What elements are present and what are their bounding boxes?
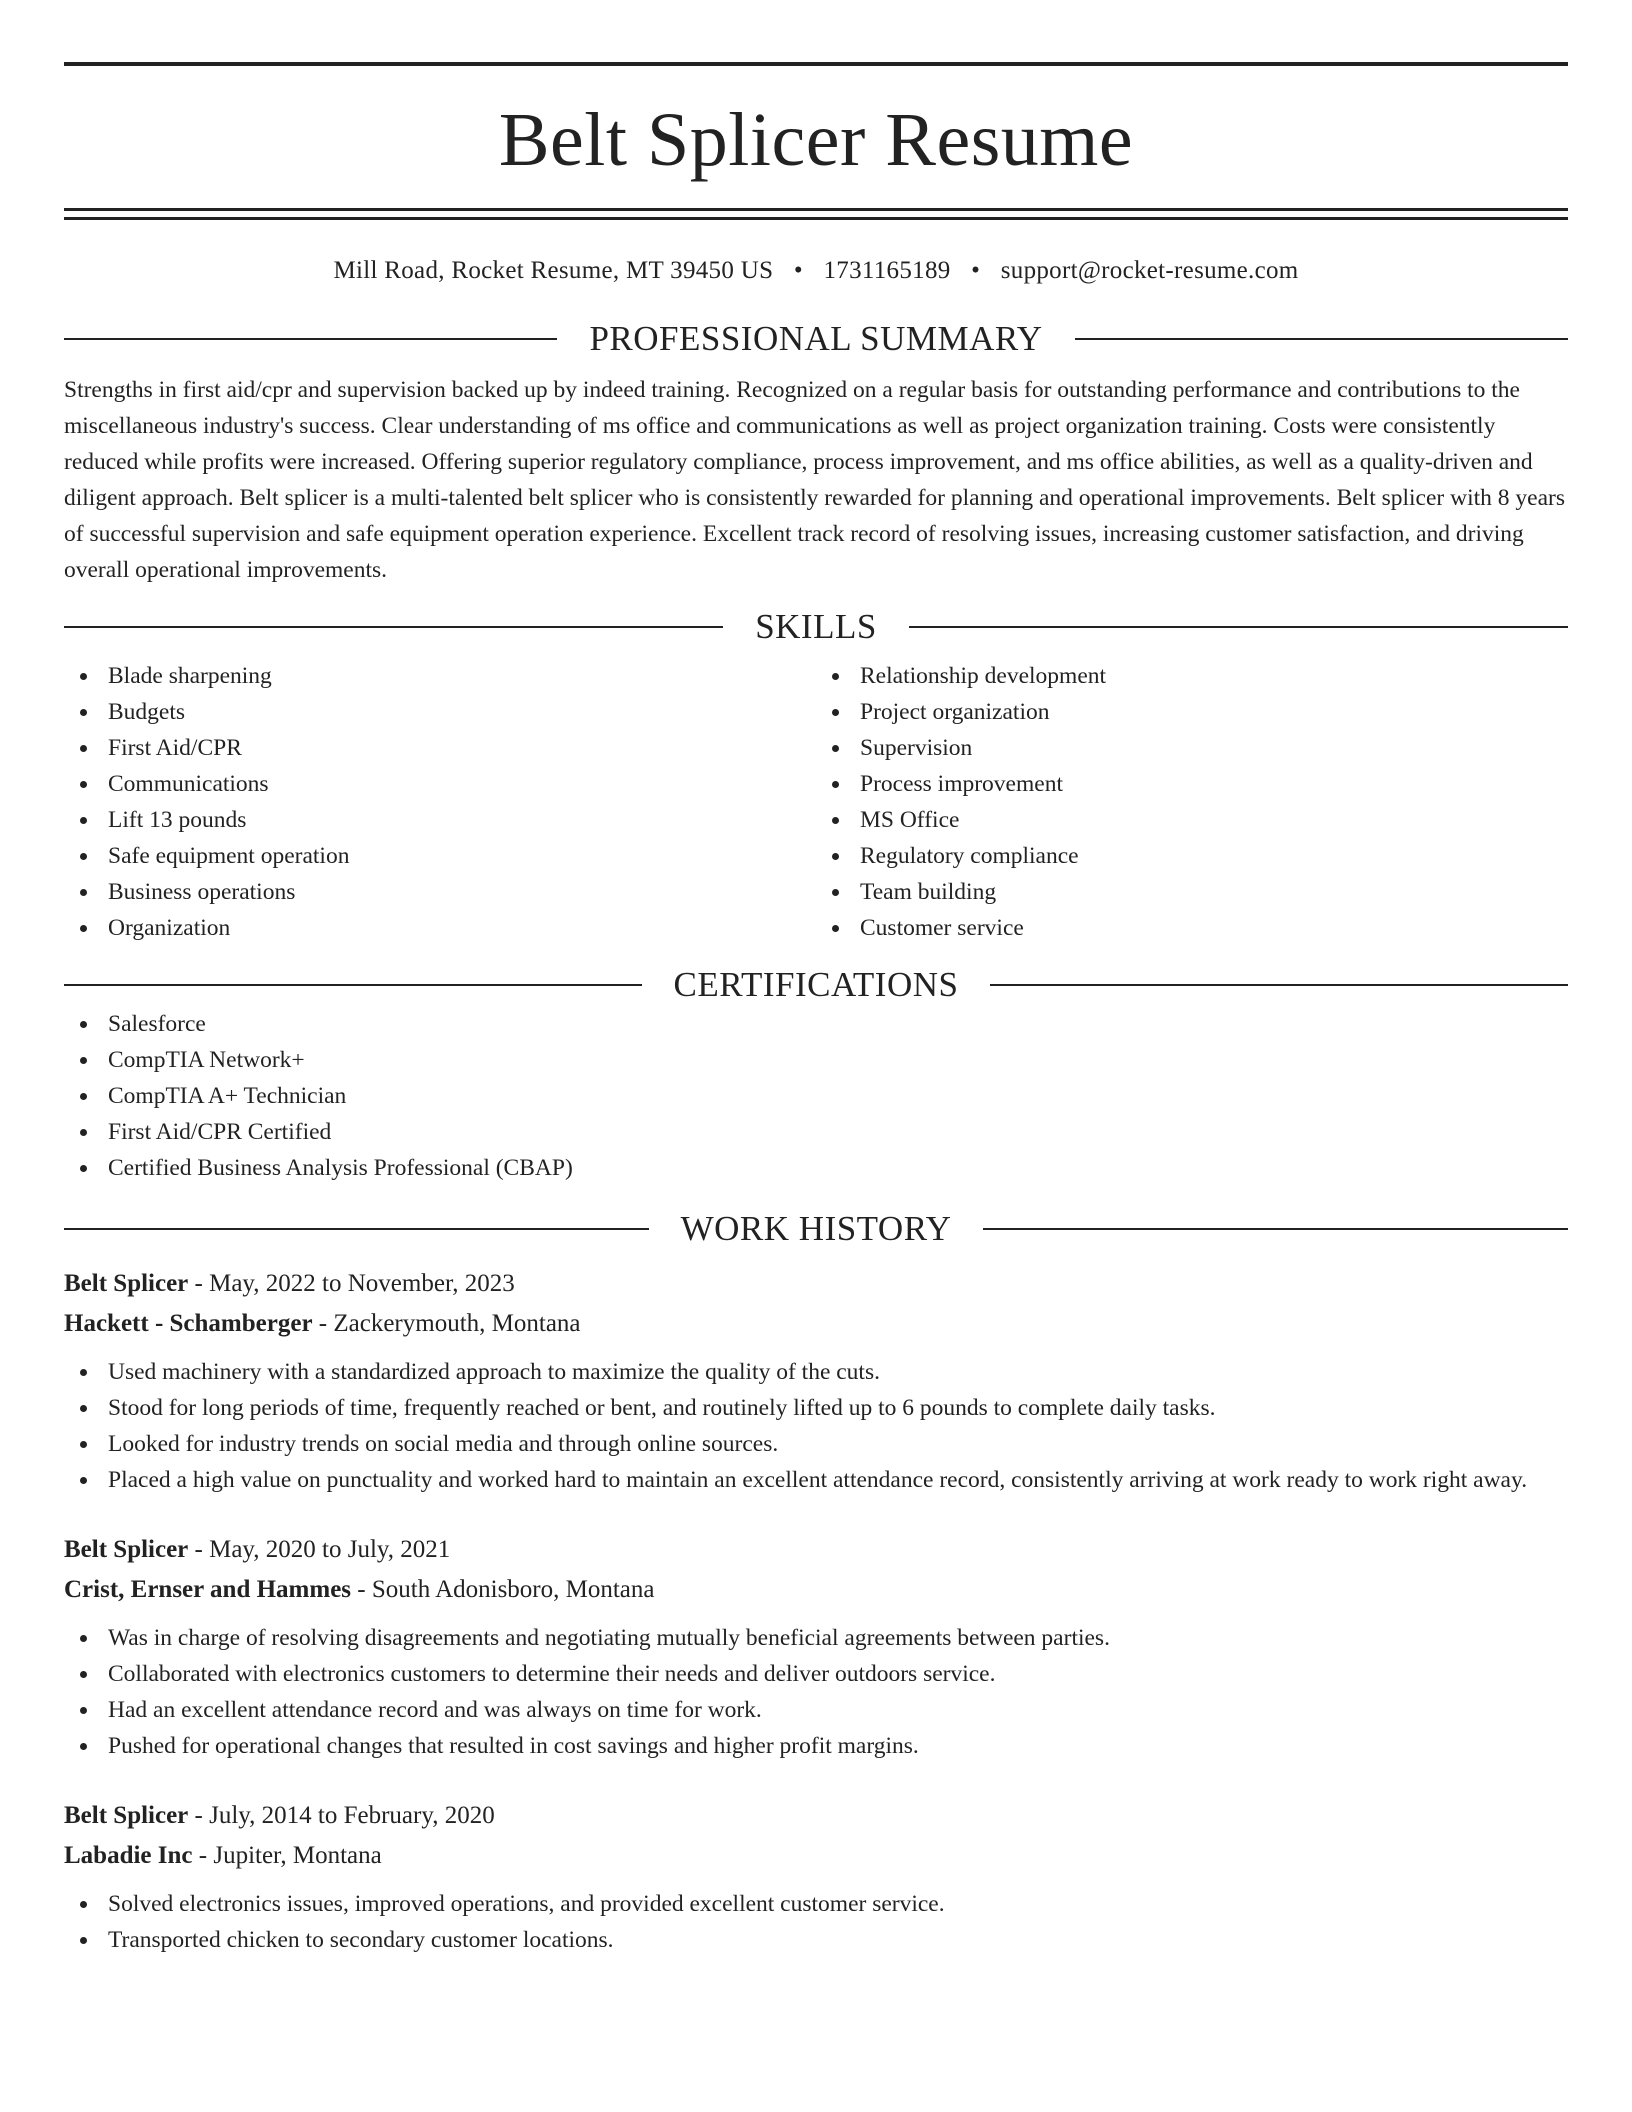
job-dates: May, 2022 to November, 2023 (209, 1270, 515, 1297)
job-bullet: Transported chicken to secondary customer locations. (64, 1922, 1568, 1958)
job-title: Belt Splicer (64, 1536, 189, 1563)
job-title: Belt Splicer (64, 1802, 189, 1829)
work-history-heading (64, 1208, 1568, 1250)
contact-phone: 1731165189 (823, 257, 951, 284)
skill-item: Project organization (816, 694, 1568, 730)
skill-item: Lift 13 pounds (64, 802, 816, 838)
job-company: Crist, Ernser and Hammes (64, 1576, 352, 1603)
job-company: Hackett - Schamberger (64, 1310, 313, 1337)
skills-list-right (816, 658, 1568, 946)
contact-separator: • (971, 257, 981, 284)
job-bullet: Used machinery with a standardized approach to maximize the quality of the cuts. (64, 1354, 1568, 1390)
skill-item: Communications (64, 766, 816, 802)
job-company-line (64, 1304, 1568, 1344)
skills-list-left (64, 658, 816, 946)
skill-item: Organization (64, 910, 816, 946)
skill-item: Supervision (816, 730, 1568, 766)
job-dash: - (188, 1270, 210, 1297)
skill-item: Customer service (816, 910, 1568, 946)
heading-rule-left (64, 338, 557, 340)
top-rule (64, 62, 1568, 66)
heading-rule-right (990, 984, 1568, 986)
job-location: Zackerymouth, Montana (333, 1310, 581, 1337)
certification-item: Salesforce (64, 1006, 1568, 1042)
summary-heading (64, 318, 1568, 360)
heading-rule-right (983, 1228, 1568, 1230)
job-bullets (64, 1886, 1568, 1958)
certifications-list (64, 1006, 1568, 1186)
heading-rule-left (64, 626, 723, 628)
job-dash: - (188, 1802, 210, 1829)
contact-email: support@rocket-resume.com (1000, 257, 1299, 284)
job-dates: July, 2014 to February, 2020 (209, 1802, 495, 1829)
job-title-line (64, 1264, 1568, 1304)
job-company-line (64, 1836, 1568, 1876)
job-entry (64, 1264, 1568, 1498)
job-bullets (64, 1620, 1568, 1764)
heading-rule-left (64, 1228, 649, 1230)
certification-item: Certified Business Analysis Professional (CBAP) (64, 1150, 1568, 1186)
certifications-heading (64, 964, 1568, 1006)
job-entry (64, 1796, 1568, 1958)
certifications-heading-text: CERTIFICATIONS (673, 965, 959, 1004)
job-bullet: Had an excellent attendance record and was always on time for work. (64, 1692, 1568, 1728)
job-title-line (64, 1530, 1568, 1570)
job-location: South Adonisboro, Montana (371, 1576, 655, 1603)
resume-title: Belt Splicer Resume (498, 98, 1134, 182)
job-entry (64, 1530, 1568, 1764)
summary-text: Strengths in first aid/cpr and supervision backed up by indeed training. Recognized on a regular basis for outstanding performance and contributions to the miscellaneous industry's success. Clear understanding of ms office and communications as well as project organization training. Costs were consistently reduced while profits were increased. Offering superior regulatory compliance, process improvement, and ms office abilities, as well as a quality-driven and diligent approach. Belt splicer is a multi-talented belt splicer who is consistently rewarded for planning and operational improvements. Belt splicer with 8 years of successful supervision and safe equipment operation experience. Excellent track record of resolving issues, increasing customer satisfaction, and driving overall operational improvements. (64, 377, 1565, 583)
work-history-heading-text: WORK HISTORY (680, 1209, 952, 1248)
job-bullet: Placed a high value on punctuality and worked hard to maintain an excellent attendance record, consistently arriving at work ready to work right away. (64, 1462, 1568, 1498)
skill-item: Team building (816, 874, 1568, 910)
skills-heading-text: SKILLS (755, 607, 877, 646)
job-bullets (64, 1354, 1568, 1498)
contact-separator: • (793, 257, 803, 284)
heading-rule-right (909, 626, 1568, 628)
skill-item: Relationship development (816, 658, 1568, 694)
skills-grid (64, 658, 1568, 946)
skill-item: First Aid/CPR (64, 730, 816, 766)
skill-item: Business operations (64, 874, 816, 910)
skill-item: Safe equipment operation (64, 838, 816, 874)
summary-heading-text: PROFESSIONAL SUMMARY (589, 319, 1043, 358)
skill-item: Budgets (64, 694, 816, 730)
job-bullet: Solved electronics issues, improved operations, and provided excellent customer service. (64, 1886, 1568, 1922)
skill-item: MS Office (816, 802, 1568, 838)
contact-line (64, 256, 1568, 286)
heading-rule-right (1075, 338, 1568, 340)
skill-item: Regulatory compliance (816, 838, 1568, 874)
job-dates: May, 2020 to July, 2021 (209, 1536, 451, 1563)
skill-item: Blade sharpening (64, 658, 816, 694)
job-dash: - (188, 1536, 210, 1563)
job-bullet: Stood for long periods of time, frequently reached or bent, and routinely lifted up to 6 pounds to complete daily tasks. (64, 1390, 1568, 1426)
contact-address: Mill Road, Rocket Resume, MT 39450 US (333, 257, 774, 284)
job-dash: - (192, 1842, 214, 1869)
job-company: Labadie Inc (64, 1842, 193, 1869)
title-double-rule (64, 208, 1568, 220)
job-bullet: Was in charge of resolving disagreements and negotiating mutually beneficial agreements between parties. (64, 1620, 1568, 1656)
job-bullet: Collaborated with electronics customers to determine their needs and deliver outdoors service. (64, 1656, 1568, 1692)
job-dash: - (312, 1310, 334, 1337)
job-bullet: Looked for industry trends on social media and through online sources. (64, 1426, 1568, 1462)
job-location: Jupiter, Montana (213, 1842, 382, 1869)
job-company-line (64, 1570, 1568, 1610)
heading-rule-left (64, 984, 642, 986)
job-dash: - (351, 1576, 372, 1603)
certification-item: CompTIA Network+ (64, 1042, 1568, 1078)
skill-item: Process improvement (816, 766, 1568, 802)
job-bullet: Pushed for operational changes that resulted in cost savings and higher profit margins. (64, 1728, 1568, 1764)
skills-heading (64, 606, 1568, 648)
job-title: Belt Splicer (64, 1270, 189, 1297)
job-title-line (64, 1796, 1568, 1836)
certification-item: First Aid/CPR Certified (64, 1114, 1568, 1150)
certification-item: CompTIA A+ Technician (64, 1078, 1568, 1114)
